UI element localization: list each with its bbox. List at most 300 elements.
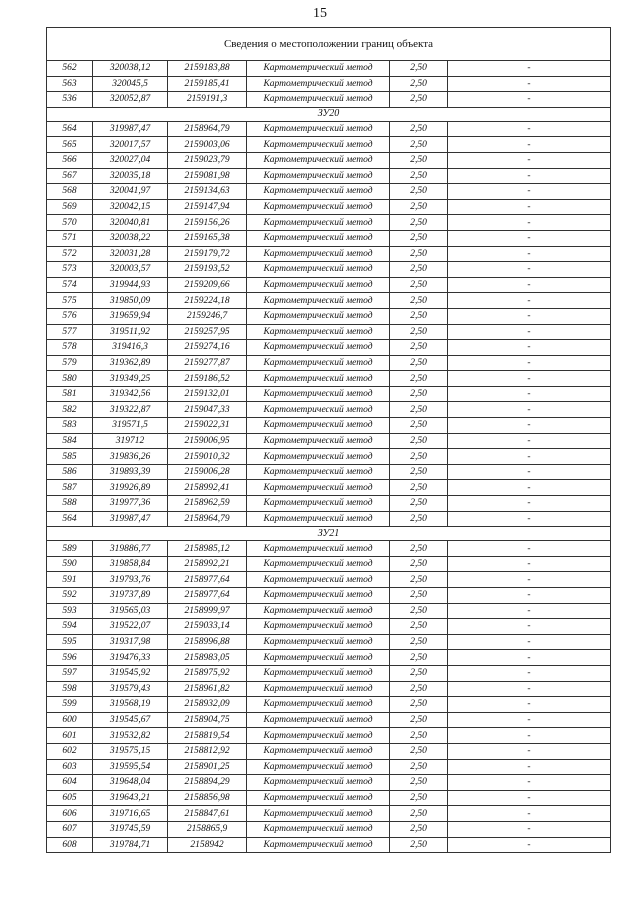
coordinate-x: 319836,26	[93, 449, 168, 465]
precision-cell: 2,50	[390, 837, 448, 853]
method-cell: Картометрический метод	[247, 308, 390, 324]
coordinate-x: 319987,47	[93, 511, 168, 527]
description-cell: -	[448, 449, 611, 465]
precision-cell: 2,50	[390, 464, 448, 480]
point-number: 590	[47, 556, 93, 572]
precision-cell: 2,50	[390, 650, 448, 666]
coordinate-x: 319926,89	[93, 480, 168, 496]
method-cell: Картометрический метод	[247, 215, 390, 231]
description-cell: -	[448, 619, 611, 635]
table-row	[47, 402, 611, 418]
coordinate-y: 2158904,75	[168, 712, 247, 728]
point-number: 564	[47, 121, 93, 137]
coordinate-x: 320035,18	[93, 168, 168, 184]
table-row	[47, 650, 611, 666]
precision-cell: 2,50	[390, 511, 448, 527]
point-number: 576	[47, 308, 93, 324]
table-row	[47, 340, 611, 356]
point-number: 564	[47, 511, 93, 527]
description-cell: -	[448, 806, 611, 822]
point-number: 586	[47, 464, 93, 480]
coordinate-x: 319886,77	[93, 541, 168, 557]
method-cell: Картометрический метод	[247, 821, 390, 837]
method-cell: Картометрический метод	[247, 650, 390, 666]
method-cell: Картометрический метод	[247, 775, 390, 791]
coordinate-y: 2158962,59	[168, 496, 247, 512]
table-row	[47, 712, 611, 728]
point-number: 599	[47, 697, 93, 713]
description-cell: -	[448, 572, 611, 588]
table-row	[47, 681, 611, 697]
coordinate-x: 319416,3	[93, 340, 168, 356]
table-row	[47, 821, 611, 837]
precision-cell: 2,50	[390, 681, 448, 697]
description-cell: -	[448, 728, 611, 744]
method-cell: Картометрический метод	[247, 743, 390, 759]
table-row	[47, 371, 611, 387]
table-row	[47, 743, 611, 759]
point-number: 565	[47, 137, 93, 153]
coordinate-y: 2159033,14	[168, 619, 247, 635]
method-cell: Картометрический метод	[247, 371, 390, 387]
point-number: 597	[47, 665, 93, 681]
coordinate-y: 2158894,29	[168, 775, 247, 791]
coordinate-x: 319987,47	[93, 121, 168, 137]
method-cell: Картометрический метод	[247, 588, 390, 604]
precision-cell: 2,50	[390, 121, 448, 137]
point-number: 596	[47, 650, 93, 666]
description-cell: -	[448, 324, 611, 340]
precision-cell: 2,50	[390, 246, 448, 262]
description-cell: -	[448, 650, 611, 666]
point-number: 580	[47, 371, 93, 387]
point-number: 577	[47, 324, 93, 340]
description-cell: -	[448, 121, 611, 137]
section-label: ЗУ21	[47, 527, 611, 541]
coordinate-y: 2159132,01	[168, 386, 247, 402]
section-row	[47, 527, 611, 541]
table-row	[47, 277, 611, 293]
table-row	[47, 184, 611, 200]
point-number: 589	[47, 541, 93, 557]
table-row	[47, 308, 611, 324]
description-cell: -	[448, 152, 611, 168]
point-number: 594	[47, 619, 93, 635]
method-cell: Картометрический метод	[247, 681, 390, 697]
point-number: 601	[47, 728, 93, 744]
description-cell: -	[448, 464, 611, 480]
coordinate-y: 2159134,63	[168, 184, 247, 200]
point-number: 605	[47, 790, 93, 806]
precision-cell: 2,50	[390, 541, 448, 557]
description-cell: -	[448, 277, 611, 293]
point-number: 566	[47, 152, 93, 168]
description-cell: -	[448, 433, 611, 449]
table-row	[47, 61, 611, 77]
method-cell: Картометрический метод	[247, 418, 390, 434]
coordinate-x: 320052,87	[93, 92, 168, 108]
table-row	[47, 324, 611, 340]
method-cell: Картометрический метод	[247, 806, 390, 822]
point-number: 587	[47, 480, 93, 496]
coordinate-x: 319565,03	[93, 603, 168, 619]
coordinate-x: 319317,98	[93, 634, 168, 650]
table-row	[47, 480, 611, 496]
method-cell: Картометрический метод	[247, 61, 390, 77]
coordinate-y: 2159191,3	[168, 92, 247, 108]
coordinate-y: 2159156,26	[168, 215, 247, 231]
table-row	[47, 556, 611, 572]
precision-cell: 2,50	[390, 230, 448, 246]
table-row	[47, 464, 611, 480]
coordinate-y: 2158964,79	[168, 121, 247, 137]
method-cell: Картометрический метод	[247, 728, 390, 744]
description-cell: -	[448, 386, 611, 402]
precision-cell: 2,50	[390, 340, 448, 356]
description-cell: -	[448, 511, 611, 527]
coordinate-x: 319568,19	[93, 697, 168, 713]
table-row	[47, 262, 611, 278]
table-row	[47, 418, 611, 434]
description-cell: -	[448, 665, 611, 681]
coordinate-y: 2158975,92	[168, 665, 247, 681]
description-cell: -	[448, 556, 611, 572]
coordinate-y: 2159277,87	[168, 355, 247, 371]
precision-cell: 2,50	[390, 759, 448, 775]
table-row	[47, 355, 611, 371]
table-row	[47, 541, 611, 557]
description-cell: -	[448, 230, 611, 246]
description-cell: -	[448, 371, 611, 387]
point-number: 591	[47, 572, 93, 588]
coordinate-y: 2159147,94	[168, 199, 247, 215]
coordinate-y: 2159186,52	[168, 371, 247, 387]
coordinate-x: 319511,92	[93, 324, 168, 340]
point-number: 575	[47, 293, 93, 309]
description-cell: -	[448, 199, 611, 215]
precision-cell: 2,50	[390, 61, 448, 77]
point-number: 570	[47, 215, 93, 231]
method-cell: Картометрический метод	[247, 572, 390, 588]
method-cell: Картометрический метод	[247, 433, 390, 449]
table-row	[47, 449, 611, 465]
precision-cell: 2,50	[390, 665, 448, 681]
description-cell: -	[448, 681, 611, 697]
point-number: 583	[47, 418, 93, 434]
method-cell: Картометрический метод	[247, 511, 390, 527]
precision-cell: 2,50	[390, 262, 448, 278]
coordinate-x: 319476,33	[93, 650, 168, 666]
point-number: 581	[47, 386, 93, 402]
coordinate-y: 2158865,9	[168, 821, 247, 837]
table-row	[47, 215, 611, 231]
description-cell: -	[448, 168, 611, 184]
precision-cell: 2,50	[390, 324, 448, 340]
precision-cell: 2,50	[390, 418, 448, 434]
table-row	[47, 168, 611, 184]
method-cell: Картометрический метод	[247, 449, 390, 465]
method-cell: Картометрический метод	[247, 759, 390, 775]
description-cell: -	[448, 697, 611, 713]
coordinate-x: 320003,57	[93, 262, 168, 278]
precision-cell: 2,50	[390, 697, 448, 713]
method-cell: Картометрический метод	[247, 277, 390, 293]
table-row	[47, 246, 611, 262]
precision-cell: 2,50	[390, 634, 448, 650]
point-number: 600	[47, 712, 93, 728]
method-cell: Картометрический метод	[247, 340, 390, 356]
coordinate-y: 2158819,54	[168, 728, 247, 744]
precision-cell: 2,50	[390, 712, 448, 728]
precision-cell: 2,50	[390, 480, 448, 496]
table-row	[47, 806, 611, 822]
table-row	[47, 92, 611, 108]
coordinate-y: 2159047,33	[168, 402, 247, 418]
coordinate-y: 2158932,09	[168, 697, 247, 713]
coordinate-y: 2159193,52	[168, 262, 247, 278]
precision-cell: 2,50	[390, 199, 448, 215]
table-row	[47, 386, 611, 402]
coordinate-x: 319643,21	[93, 790, 168, 806]
coordinate-x: 319575,15	[93, 743, 168, 759]
point-number: 574	[47, 277, 93, 293]
description-cell: -	[448, 790, 611, 806]
description-cell: -	[448, 355, 611, 371]
coordinate-y: 2158901,25	[168, 759, 247, 775]
precision-cell: 2,50	[390, 355, 448, 371]
table-row	[47, 697, 611, 713]
coordinate-x: 319595,54	[93, 759, 168, 775]
point-number: 584	[47, 433, 93, 449]
point-number: 573	[47, 262, 93, 278]
precision-cell: 2,50	[390, 496, 448, 512]
method-cell: Картометрический метод	[247, 634, 390, 650]
coordinate-x: 319362,89	[93, 355, 168, 371]
coordinate-y: 2159003,06	[168, 137, 247, 153]
method-cell: Картометрический метод	[247, 246, 390, 262]
description-cell: -	[448, 76, 611, 92]
coordinate-x: 319342,56	[93, 386, 168, 402]
precision-cell: 2,50	[390, 821, 448, 837]
coordinate-x: 319893,39	[93, 464, 168, 480]
description-cell: -	[448, 480, 611, 496]
coordinate-y: 2158961,82	[168, 681, 247, 697]
table-row	[47, 790, 611, 806]
point-number: 569	[47, 199, 93, 215]
coordinate-y: 2159006,28	[168, 464, 247, 480]
point-number: 568	[47, 184, 93, 200]
coordinate-x: 319793,76	[93, 572, 168, 588]
description-cell: -	[448, 821, 611, 837]
point-number: 567	[47, 168, 93, 184]
point-number: 606	[47, 806, 93, 822]
table-header-row	[47, 28, 611, 61]
coordinate-x: 320045,5	[93, 76, 168, 92]
point-number: 571	[47, 230, 93, 246]
description-cell: -	[448, 837, 611, 853]
coordinate-y: 2159246,7	[168, 308, 247, 324]
table-row	[47, 634, 611, 650]
table-row	[47, 121, 611, 137]
method-cell: Картометрический метод	[247, 184, 390, 200]
page-number: 15	[313, 6, 327, 21]
coordinate-x: 319522,07	[93, 619, 168, 635]
coordinate-x: 319784,71	[93, 837, 168, 853]
coordinate-x: 319716,65	[93, 806, 168, 822]
point-number: 607	[47, 821, 93, 837]
coordinate-x: 319850,09	[93, 293, 168, 309]
table-row	[47, 619, 611, 635]
description-cell: -	[448, 775, 611, 791]
coordinate-x: 320027,04	[93, 152, 168, 168]
coordinate-y: 2159224,18	[168, 293, 247, 309]
table-row	[47, 837, 611, 853]
point-number: 598	[47, 681, 93, 697]
point-number: 579	[47, 355, 93, 371]
coordinate-x: 319712	[93, 433, 168, 449]
table-row	[47, 152, 611, 168]
precision-cell: 2,50	[390, 386, 448, 402]
coordinate-x: 319745,59	[93, 821, 168, 837]
coordinate-y: 2158964,79	[168, 511, 247, 527]
precision-cell: 2,50	[390, 371, 448, 387]
coordinate-y: 2158812,92	[168, 743, 247, 759]
description-cell: -	[448, 308, 611, 324]
method-cell: Картометрический метод	[247, 76, 390, 92]
coordinate-y: 2158983,05	[168, 650, 247, 666]
coordinate-y: 2158977,64	[168, 572, 247, 588]
coordinate-y: 2159165,38	[168, 230, 247, 246]
method-cell: Картометрический метод	[247, 355, 390, 371]
description-cell: -	[448, 137, 611, 153]
precision-cell: 2,50	[390, 215, 448, 231]
description-cell: -	[448, 92, 611, 108]
point-number: 603	[47, 759, 93, 775]
coordinate-y: 2159185,41	[168, 76, 247, 92]
precision-cell: 2,50	[390, 92, 448, 108]
description-cell: -	[448, 603, 611, 619]
table-row	[47, 76, 611, 92]
table-row	[47, 588, 611, 604]
coordinate-y: 2159022,31	[168, 418, 247, 434]
precision-cell: 2,50	[390, 293, 448, 309]
description-cell: -	[448, 402, 611, 418]
coordinate-x: 319659,94	[93, 308, 168, 324]
table-row	[47, 137, 611, 153]
section-row	[47, 107, 611, 121]
method-cell: Картометрический метод	[247, 697, 390, 713]
coordinate-x: 320038,12	[93, 61, 168, 77]
point-number: 582	[47, 402, 93, 418]
method-cell: Картометрический метод	[247, 603, 390, 619]
coordinate-y: 2158992,21	[168, 556, 247, 572]
table-row	[47, 433, 611, 449]
coordinate-x: 320041,97	[93, 184, 168, 200]
description-cell: -	[448, 184, 611, 200]
precision-cell: 2,50	[390, 775, 448, 791]
description-cell: -	[448, 215, 611, 231]
precision-cell: 2,50	[390, 168, 448, 184]
coordinate-x: 319648,04	[93, 775, 168, 791]
method-cell: Картометрический метод	[247, 137, 390, 153]
coordinate-x: 320038,22	[93, 230, 168, 246]
table-row	[47, 572, 611, 588]
coordinate-x: 319545,67	[93, 712, 168, 728]
point-number: 588	[47, 496, 93, 512]
table-row	[47, 775, 611, 791]
coordinate-x: 319579,43	[93, 681, 168, 697]
method-cell: Картометрический метод	[247, 619, 390, 635]
description-cell: -	[448, 340, 611, 356]
coordinate-x: 319858,84	[93, 556, 168, 572]
description-cell: -	[448, 634, 611, 650]
boundary-coordinates-table	[46, 27, 611, 853]
precision-cell: 2,50	[390, 572, 448, 588]
method-cell: Картометрический метод	[247, 790, 390, 806]
table-row	[47, 230, 611, 246]
point-number: 602	[47, 743, 93, 759]
point-number: 604	[47, 775, 93, 791]
method-cell: Картометрический метод	[247, 480, 390, 496]
method-cell: Картометрический метод	[247, 324, 390, 340]
coordinate-x: 320040,81	[93, 215, 168, 231]
method-cell: Картометрический метод	[247, 541, 390, 557]
coordinate-y: 2159183,88	[168, 61, 247, 77]
coordinate-x: 319977,36	[93, 496, 168, 512]
precision-cell: 2,50	[390, 449, 448, 465]
table-row	[47, 603, 611, 619]
point-number: 562	[47, 61, 93, 77]
point-number: 595	[47, 634, 93, 650]
coordinate-y: 2159006,95	[168, 433, 247, 449]
point-number: 536	[47, 92, 93, 108]
coordinate-y: 2159010,32	[168, 449, 247, 465]
point-number: 585	[47, 449, 93, 465]
method-cell: Картометрический метод	[247, 464, 390, 480]
point-number: 578	[47, 340, 93, 356]
coordinate-x: 319571,5	[93, 418, 168, 434]
point-number: 563	[47, 76, 93, 92]
coordinate-y: 2158847,61	[168, 806, 247, 822]
point-number: 572	[47, 246, 93, 262]
point-number: 593	[47, 603, 93, 619]
coordinate-x: 319322,87	[93, 402, 168, 418]
coordinate-x: 320042,15	[93, 199, 168, 215]
description-cell: -	[448, 262, 611, 278]
coordinate-y: 2159023,79	[168, 152, 247, 168]
description-cell: -	[448, 61, 611, 77]
method-cell: Картометрический метод	[247, 837, 390, 853]
precision-cell: 2,50	[390, 402, 448, 418]
precision-cell: 2,50	[390, 277, 448, 293]
description-cell: -	[448, 293, 611, 309]
description-cell: -	[448, 759, 611, 775]
table-row	[47, 199, 611, 215]
coordinate-y: 2159209,66	[168, 277, 247, 293]
method-cell: Картометрический метод	[247, 402, 390, 418]
coordinate-y: 2159081,98	[168, 168, 247, 184]
method-cell: Картометрический метод	[247, 152, 390, 168]
coordinate-y: 2159257,95	[168, 324, 247, 340]
table-row	[47, 665, 611, 681]
table-row	[47, 293, 611, 309]
table-row	[47, 728, 611, 744]
coordinate-y: 2158977,64	[168, 588, 247, 604]
method-cell: Картометрический метод	[247, 168, 390, 184]
section-label: ЗУ20	[47, 107, 611, 121]
description-cell: -	[448, 588, 611, 604]
coordinate-y: 2159179,72	[168, 246, 247, 262]
